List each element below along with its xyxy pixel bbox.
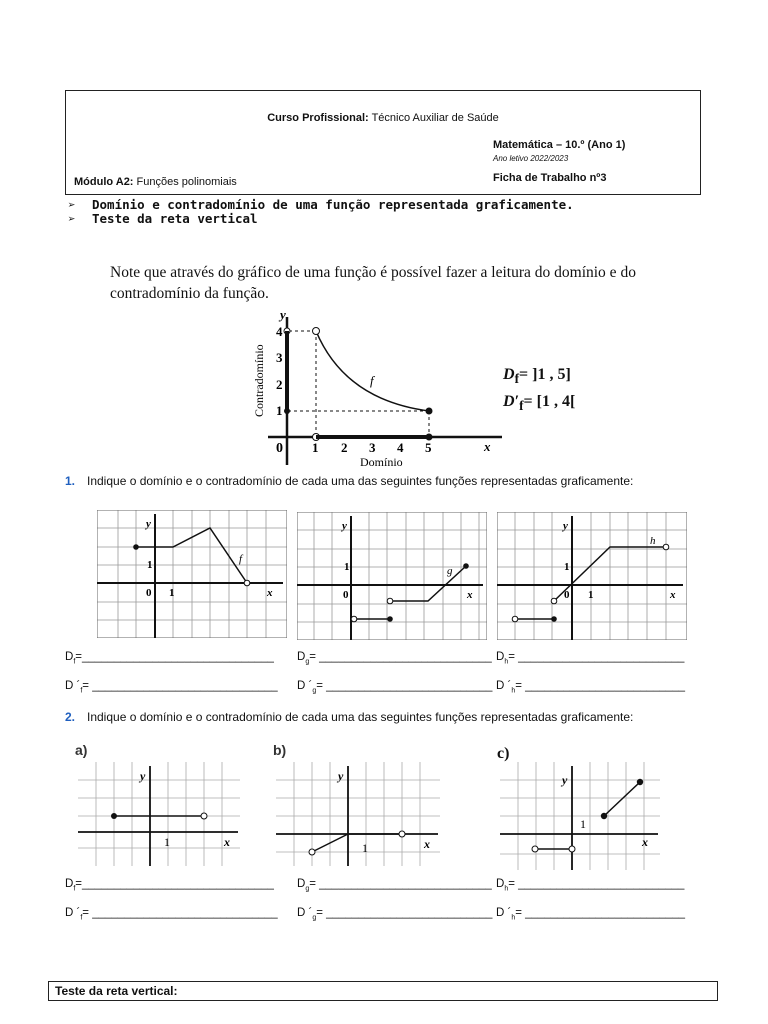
q2-graph-c: [500, 762, 660, 870]
x-label: x: [670, 589, 676, 601]
x-tick-2: 2: [341, 440, 348, 455]
x-label: x: [467, 589, 473, 601]
origin-label: 0: [146, 587, 152, 599]
q1-answer-range-g[interactable]: D $´_g=$ __________________________: [297, 680, 493, 695]
origin-label: 0: [564, 589, 570, 601]
topic-2: ➢ Teste da reta vertical: [68, 211, 258, 226]
q2-answer-domain-f[interactable]: $D_f=\_\_\_\_\_\_\_\_\_\_\_\_\_\_\_\_\_\_\_\_\_\_\_\_\_\_\_\_\_\_$: [65, 878, 274, 893]
one-label: 1: [580, 817, 586, 831]
x-tick-4: 4: [397, 440, 404, 455]
y-tick-2: 2: [276, 377, 283, 392]
range-result: $D'_f= [1$ , 4[: [503, 393, 576, 414]
one-label: 1: [147, 559, 153, 571]
x-label: x: [642, 835, 648, 849]
function-label: h: [650, 535, 656, 547]
q2-answer-domain-g[interactable]: $D_g=$ ___________________________: [297, 878, 492, 893]
y-label: y: [140, 769, 146, 783]
y-label: y: [338, 769, 344, 783]
one-label: 1: [169, 587, 175, 599]
closed-point: [426, 408, 433, 415]
origin-label: 0: [343, 589, 349, 601]
q1-graph-h: [497, 512, 687, 640]
q2-letter-a: a): [75, 742, 88, 758]
question-1: 1. Indique o domínio e o contradomínio de cada uma das seguintes funções representadas graficamente:: [65, 474, 634, 488]
one-label: 1: [588, 589, 594, 601]
x-label: x: [267, 587, 273, 599]
open-point: [313, 328, 320, 335]
q1-answer-range-f[interactable]: D $´_f=$ _____________________________: [65, 680, 278, 695]
y-tick-4: 4: [276, 324, 283, 339]
domain-title: Domínio: [360, 455, 403, 469]
question-2: 2. Indique o domínio e o contradomínio de cada uma das seguintes funções representadas graficamente:: [65, 710, 634, 724]
module-line: Módulo A2: Funções polinomiais: [74, 176, 237, 188]
vertical-line-test-box: [48, 981, 718, 1001]
topic-1: ➢ Domínio e contradomínio de uma função representada graficamente.: [68, 197, 574, 212]
x-tick-1: 1: [312, 440, 319, 455]
sheet-title: Ficha de Trabalho nº3: [493, 172, 607, 184]
y-label: y: [342, 520, 347, 532]
y-label: y: [146, 518, 151, 530]
function-curve: [316, 331, 429, 411]
q1-graph-g: [297, 512, 487, 640]
q2-graph-b: [276, 762, 440, 866]
q2-answer-range-f[interactable]: D $´_f=$ _____________________________: [65, 907, 278, 922]
one-label: 1: [164, 835, 170, 849]
q1-answer-domain-h[interactable]: $D_h=$ __________________________: [496, 651, 685, 666]
one-label: 1: [362, 841, 368, 855]
q1-answer-domain-g[interactable]: $D_g=$ ___________________________: [297, 651, 492, 666]
function-label: g: [447, 565, 453, 577]
q2-answer-domain-h[interactable]: $D_h=$ __________________________: [496, 878, 685, 893]
footer-label: Teste da reta vertical:: [55, 984, 178, 998]
origin-label: 0: [276, 441, 283, 456]
example-graph: [240, 305, 520, 470]
q2-graph-a: [78, 762, 240, 866]
course-line: Curso Profissional: Técnico Auxiliar de Saúde: [267, 112, 499, 124]
one-label: 1: [344, 561, 350, 573]
q2-answer-range-g[interactable]: D $´_g=$ __________________________: [297, 907, 493, 922]
q2-letter-c: c): [497, 745, 510, 762]
q2-answer-range-h[interactable]: D $´_h=$ _________________________: [496, 907, 686, 922]
subject: Matemática – 10.º (Ano 1): [493, 139, 626, 151]
x-label: x: [224, 835, 230, 849]
y-axis-label: y: [280, 307, 286, 322]
x-tick-3: 3: [369, 440, 376, 455]
q2-letter-b: b): [273, 742, 287, 758]
y-tick-1: 1: [276, 403, 283, 418]
y-label: y: [563, 520, 568, 532]
y-label: y: [562, 773, 568, 787]
x-axis-label: x: [484, 439, 491, 454]
domain-result: $D_f= ]1$ , 5]: [503, 366, 571, 387]
q1-answer-domain-f[interactable]: $D_f=\_\_\_\_\_\_\_\_\_\_\_\_\_\_\_\_\_\_\_\_\_\_\_\_\_\_\_\_\_\_$: [65, 651, 274, 666]
q1-graph-f: [97, 510, 287, 638]
x-tick-5: 5: [425, 440, 432, 455]
range-title: Contradomínio: [252, 344, 266, 417]
function-label: f: [239, 553, 243, 565]
school-year: Ano letivo 2022/2023: [493, 154, 569, 163]
y-tick-3: 3: [276, 350, 283, 365]
function-label: f: [370, 373, 374, 388]
header-box: [65, 90, 701, 195]
q1-answer-range-h[interactable]: D $´_h=$ _________________________: [496, 680, 686, 695]
one-label: 1: [564, 561, 570, 573]
x-label: x: [424, 837, 430, 851]
example-note: Note que através do gráfico de uma função é possível fazer a leitura do domínio e do contradomínio da função.: [110, 264, 636, 302]
